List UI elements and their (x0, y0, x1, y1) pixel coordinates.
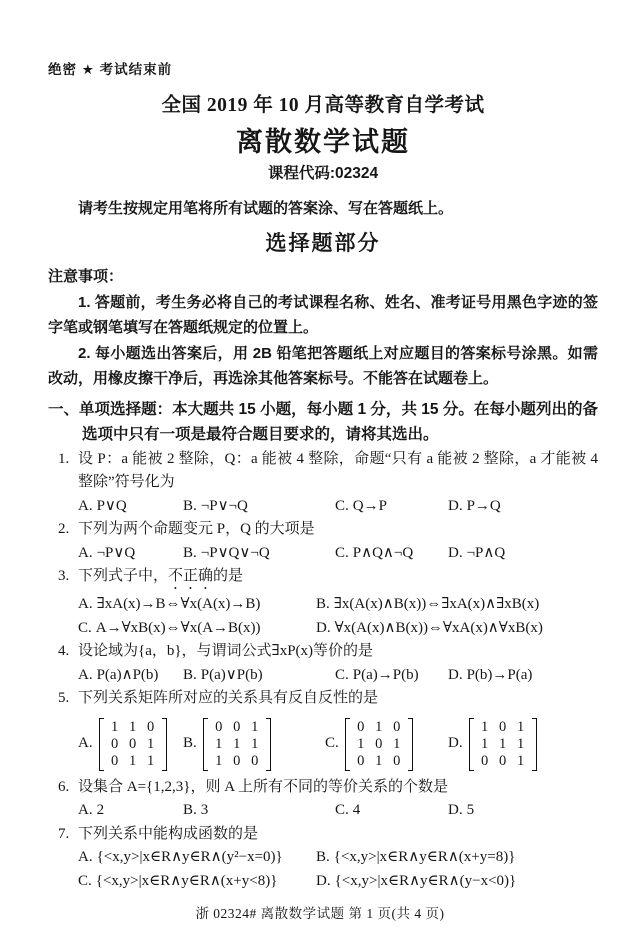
option-label: C. (335, 666, 349, 683)
question-stem (78, 518, 598, 542)
matrix-cell: 0 (110, 735, 119, 752)
notes-block (48, 264, 598, 392)
question-stem (78, 448, 598, 495)
matrix-body (208, 718, 266, 771)
question-body (78, 448, 598, 519)
question-body (78, 823, 598, 894)
relation-matrix (203, 718, 271, 771)
relation-matrix (345, 718, 413, 771)
option (448, 664, 598, 688)
option (78, 664, 183, 688)
option-label: C. (78, 619, 92, 636)
matrix-cell: 1 (215, 752, 223, 769)
option-text: ¬P∨Q∨¬Q (200, 544, 270, 561)
option (183, 495, 335, 519)
option-label: A. (78, 802, 93, 818)
option-label: A. (78, 735, 93, 752)
option-text: 2 (96, 802, 105, 818)
matrix-cell: 1 (251, 735, 259, 752)
option-text: 4 (352, 802, 361, 818)
question-body (78, 518, 598, 565)
option (316, 593, 598, 617)
option-text: ∃x(A(x)∧B(x))⇔∃xA(x)∧∃xB(x) (333, 596, 540, 612)
option (335, 495, 448, 519)
option-text: P∨Q (96, 497, 127, 514)
matrix-cell: 0 (498, 718, 507, 735)
option (78, 617, 316, 641)
matrix-cell: 1 (128, 718, 137, 735)
matrix-cell: 0 (357, 718, 365, 735)
option (316, 870, 598, 894)
question-number: 6. (58, 778, 70, 795)
option (78, 799, 183, 823)
question (48, 448, 598, 519)
question-stem-text: 的是 (213, 568, 244, 584)
option-text: P∧Q∧¬Q (352, 544, 414, 561)
question-number: 7. (58, 825, 70, 842)
option-label: D. (448, 735, 463, 752)
option-label: B. (183, 666, 197, 683)
option-text: ¬P∨Q (96, 544, 136, 561)
matrix-cell: 1 (357, 735, 365, 752)
option-label: D. (448, 497, 463, 514)
question-stem-text: 设集合 A={1,2,3}，则 A 上所有不同的等价关系的个数是 (78, 778, 448, 795)
matrix-cell: 1 (110, 718, 119, 735)
question (48, 823, 598, 894)
answer-instruction: 请考生按规定用笔将所有试题的答案涂、写在答题纸上。 (78, 200, 454, 217)
option-text: P(b)→P(a) (466, 666, 533, 683)
matrix-cell: 1 (393, 735, 401, 752)
option (78, 846, 316, 870)
relation-matrix (99, 718, 167, 771)
option-label: B. (183, 544, 197, 561)
matrix-body (104, 718, 162, 771)
matrix-body (474, 718, 532, 771)
question-number: 5. (58, 690, 70, 706)
exam-title: 全国 2019 年 10 月高等教育自学考试 (161, 95, 485, 116)
question-stem-text: 下列关系矩阵所对应的关系具有反自反性的是 (78, 690, 379, 706)
option (335, 799, 448, 823)
option-text: P(a)∨P(b) (200, 666, 263, 683)
matrix-body (350, 718, 408, 771)
question-stem-text: 设 P：a 能被 2 整除，Q：a 能被 4 整除，命题“只有 a 能被 2 整除，a 才能被 4 整除”符号化为 (78, 450, 598, 490)
options-row (78, 542, 598, 566)
option-text: {<x,y>|x∈R∧y∈R∧(x+y=8)} (333, 849, 516, 865)
question (48, 565, 598, 640)
question-stem-text: 下列式子中， (78, 568, 169, 584)
option-label: B. (183, 735, 197, 752)
matrix-cell: 0 (251, 752, 259, 769)
matrix-cell: 0 (393, 718, 401, 735)
option (78, 870, 316, 894)
matrix-cell: 0 (110, 752, 119, 769)
matrix-cell: 1 (215, 735, 223, 752)
note-item-2: 2. 每小题选出答案后，用 2B 铅笔把答题纸上对应题目的答案标号涂黑。如需改动，用橡皮擦干净后，再选涂其他答案标号。不能答在试题卷上。 (48, 344, 598, 387)
option (78, 542, 183, 566)
option-label: C. (335, 544, 349, 561)
matrix-cell: 1 (516, 752, 525, 769)
question-body (78, 565, 598, 640)
section-title: 选择题部分 (265, 232, 381, 255)
question-stem-text: 下列为两个命题变元 P，Q 的大项是 (78, 521, 315, 537)
option-label: D. (448, 666, 463, 683)
matrix-cell: 1 (375, 752, 383, 769)
question-stem (78, 776, 598, 800)
matrix-cell: 1 (516, 735, 525, 752)
option (183, 542, 335, 566)
matrix-cell: 1 (480, 735, 489, 752)
matrix-cell: 0 (393, 752, 401, 769)
option-text: {<x,y>|x∈R∧y∈R∧(x+y<8)} (95, 872, 278, 889)
note-item-1: 1. 答题前，考生务必将自己的考试课程名称、姓名、准考证号用黑色字迹的签字笔或钢笔填写在答题纸规定的位置上。 (48, 293, 598, 336)
option-text: A→∀xB(x)⇔∀x(A→B(x)) (95, 619, 261, 636)
option (335, 664, 448, 688)
option-text: {<x,y>|x∈R∧y∈R∧(y²−x=0)} (96, 849, 283, 865)
option (448, 718, 598, 771)
option-text: ¬P∧Q (466, 544, 506, 561)
matrix-cell: 0 (498, 752, 507, 769)
matrix-cell: 1 (146, 735, 155, 752)
question-number: 1. (58, 450, 70, 467)
matrix-cell: 1 (498, 735, 507, 752)
option-label: C. (325, 735, 339, 752)
options-row (78, 664, 598, 688)
option-label: C. (335, 802, 349, 818)
matrix-bracket-right (162, 718, 167, 771)
option (448, 799, 598, 823)
question-number: 2. (58, 521, 70, 537)
option (316, 846, 598, 870)
matrix-cell: 0 (128, 735, 137, 752)
option (78, 593, 316, 617)
option-label: A. (78, 544, 93, 561)
matrix-bracket-right (532, 718, 537, 771)
question-stem (78, 687, 598, 711)
options-row (78, 799, 598, 823)
matrix-cell: 0 (357, 752, 365, 769)
option-label: C. (335, 497, 349, 514)
option-text: ¬P∨¬Q (200, 497, 248, 514)
option-text: Q→P (352, 497, 387, 514)
matrix-cell: 0 (375, 735, 383, 752)
question-number: 4. (58, 643, 70, 659)
option-label: B. (316, 849, 330, 865)
option-label: B. (183, 497, 197, 514)
option (335, 542, 448, 566)
matrix-cell: 1 (146, 752, 155, 769)
question-stem (78, 640, 598, 664)
question (48, 776, 598, 823)
matrix-cell: 0 (146, 718, 155, 735)
matrix-cell: 1 (516, 718, 525, 735)
question-stem-text: 不正确 (168, 568, 214, 584)
page-footer: 浙 02324# 离散数学试题 第 1 页(共 4 页) (195, 906, 445, 921)
option-text: ∀x(A(x)∧B(x))⇔∀xA(x)∧∀xB(x) (334, 619, 543, 636)
option-label: A. (78, 666, 93, 683)
option-label: D. (448, 802, 463, 818)
option (183, 718, 325, 771)
matrix-cell: 1 (251, 718, 259, 735)
question-body (78, 687, 598, 776)
classification-label: 绝密 ★ 考试结束前 (48, 62, 173, 77)
option (183, 664, 335, 688)
option-text: P(a)→P(b) (352, 666, 419, 683)
questions-list (48, 448, 598, 894)
option-label: A. (78, 497, 93, 514)
relation-matrix (469, 718, 537, 771)
option (448, 542, 598, 566)
option-label: C. (78, 872, 92, 889)
option-label: B. (316, 596, 330, 612)
option (316, 617, 598, 641)
question (48, 640, 598, 687)
option-label: A. (78, 596, 93, 612)
part1-heading: 一、单项选择题：本大题共 15 小题，每小题 1 分，共 15 分。在每小题列出的备选项中只有一项是最符合题目要求的，请将其选出。 (48, 400, 598, 443)
option-text: ∃xA(x)→B⇔∀x(A(x)→B) (96, 596, 261, 612)
options-row (78, 495, 598, 519)
option (448, 495, 598, 519)
option (325, 718, 448, 771)
question (48, 518, 598, 565)
matrix-cell: 0 (215, 718, 223, 735)
question-body (78, 776, 598, 823)
option-text: {<x,y>|x∈R∧y∈R∧(y−x<0)} (334, 872, 517, 889)
option-label: B. (183, 802, 197, 818)
matrix-cell: 1 (233, 735, 241, 752)
matrix-cell: 1 (375, 718, 383, 735)
option (78, 718, 183, 771)
question-body (78, 640, 598, 687)
option-text: P→Q (466, 497, 501, 514)
notes-title: 注意事项： (48, 268, 124, 285)
option-label: D. (316, 619, 331, 636)
question-stem-text: 设论域为{a，b}，与谓词公式∃xP(x)等价的是 (78, 643, 374, 659)
matrix-cell: 1 (480, 718, 489, 735)
option (183, 799, 335, 823)
option-text: 3 (200, 802, 209, 818)
options-row (78, 718, 598, 771)
matrix-bracket-right (408, 718, 413, 771)
option-text: 5 (466, 802, 475, 818)
option-label: A. (78, 849, 93, 865)
question-stem (78, 565, 598, 593)
question-stem-text: 下列关系中能构成函数的是 (78, 825, 259, 842)
course-code: 课程代码:02324 (267, 165, 379, 182)
options-row (78, 593, 598, 640)
question-number: 3. (58, 568, 70, 584)
question (48, 687, 598, 776)
options-row (78, 846, 598, 893)
option-label: D. (448, 544, 463, 561)
option (78, 495, 183, 519)
paper-title: 离散数学试题 (236, 127, 410, 157)
option-label: D. (316, 872, 331, 889)
matrix-cell: 0 (233, 752, 241, 769)
matrix-cell: 1 (128, 752, 137, 769)
option-text: P(a)∧P(b) (96, 666, 159, 683)
matrix-cell: 0 (233, 718, 241, 735)
question-stem (78, 823, 598, 847)
matrix-cell: 0 (480, 752, 489, 769)
matrix-bracket-right (266, 718, 271, 771)
